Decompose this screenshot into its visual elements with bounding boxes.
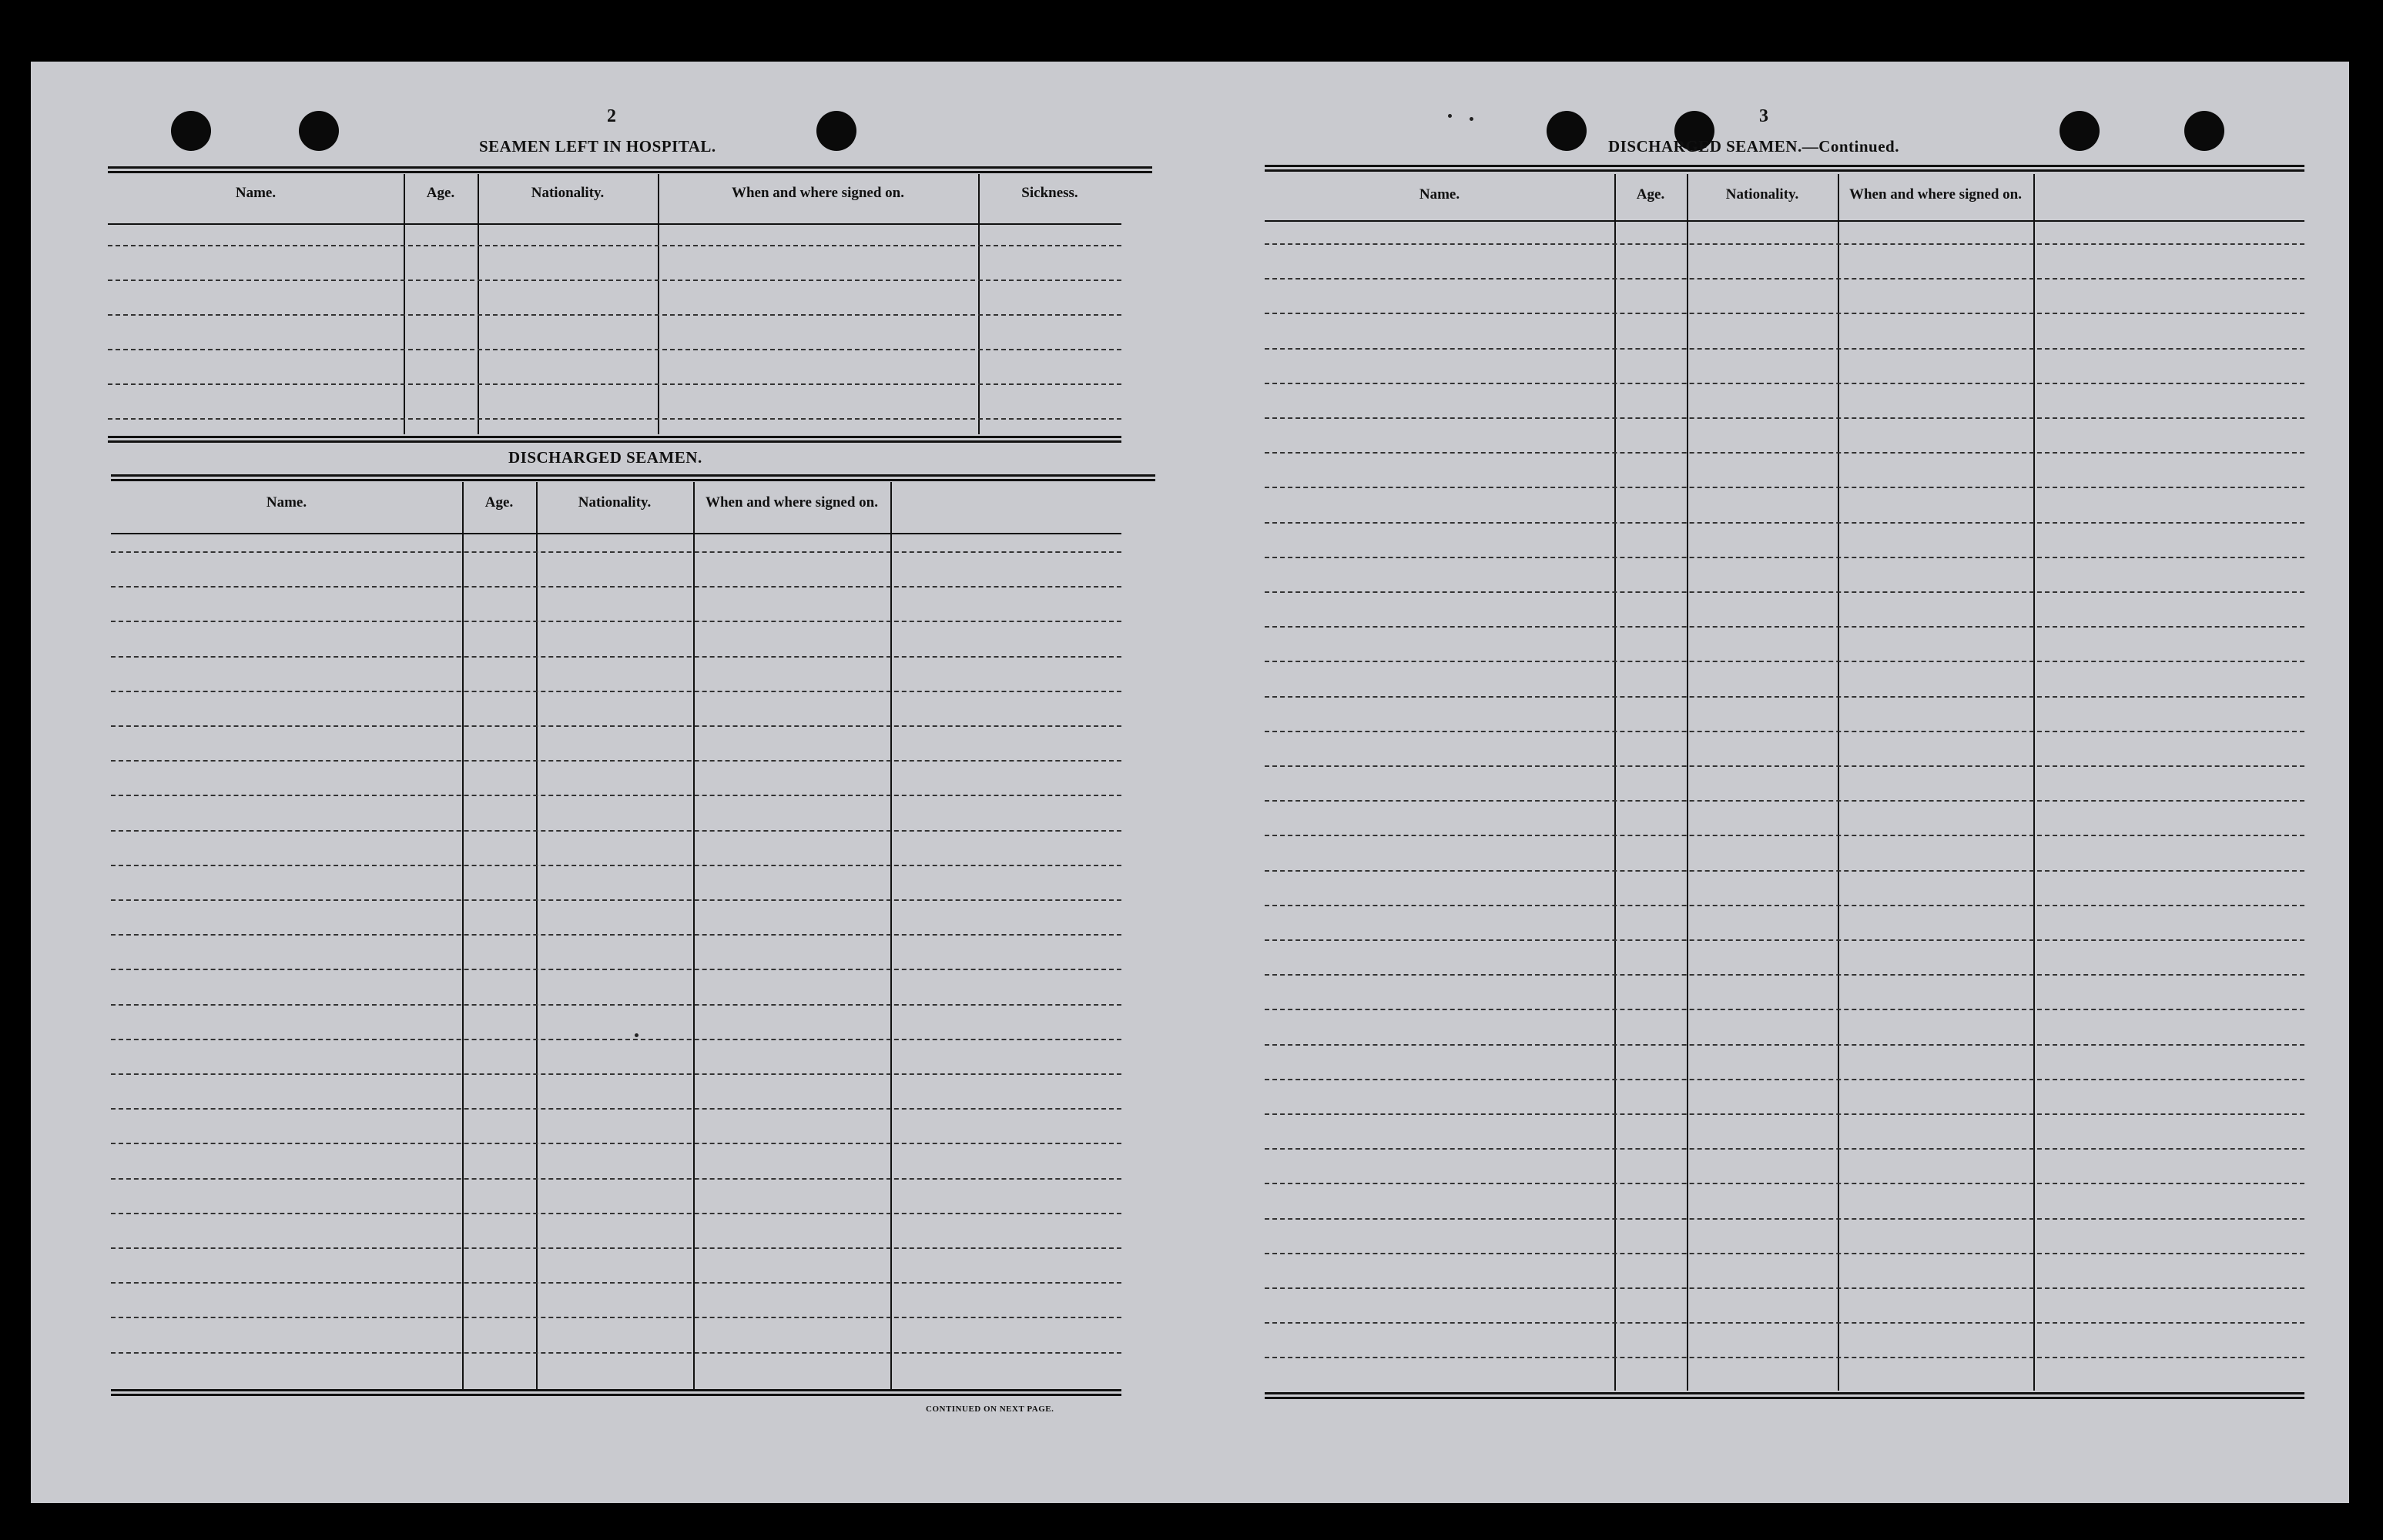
entry-row	[1265, 626, 2304, 628]
entry-row	[1265, 731, 2304, 732]
entry-row	[108, 349, 1121, 350]
entry-row	[111, 691, 1121, 692]
entry-row	[1265, 1322, 2304, 1324]
entry-row	[1265, 243, 2304, 245]
entry-row	[1265, 661, 2304, 662]
entry-row	[1265, 905, 2304, 906]
punch-hole	[1547, 111, 1587, 151]
column-divider	[693, 482, 695, 1391]
entry-row	[1265, 800, 2304, 802]
column-divider	[404, 174, 405, 434]
column-header: Sickness.	[1021, 185, 1078, 201]
column-divider	[978, 174, 980, 434]
column-divider	[890, 482, 892, 1391]
entry-row	[1265, 1357, 2304, 1358]
column-divider	[478, 174, 479, 434]
entry-row	[111, 1108, 1121, 1110]
entry-row	[111, 934, 1121, 936]
entry-row	[1265, 974, 2304, 976]
discharged-continued-title: DISCHARGED SEAMEN.—Continued.	[1608, 137, 1899, 156]
entry-row	[1265, 835, 2304, 836]
entry-row	[1265, 417, 2304, 419]
entry-row	[1265, 765, 2304, 767]
entry-row	[111, 865, 1121, 866]
entry-row	[108, 418, 1121, 420]
entry-row	[1265, 1148, 2304, 1150]
ledger-sheet	[31, 62, 2349, 1503]
entry-row	[1265, 1183, 2304, 1184]
entry-row	[1265, 383, 2304, 384]
entry-row	[1265, 591, 2304, 593]
column-header: When and where signed on.	[1848, 186, 2022, 203]
entry-row	[111, 1073, 1121, 1075]
entry-row	[111, 830, 1121, 832]
entry-row	[111, 551, 1121, 553]
entry-row	[1265, 522, 2304, 524]
discharged-section-title: DISCHARGED SEAMEN.	[508, 448, 702, 467]
column-header: Nationality.	[1725, 186, 1799, 203]
page-number: 2	[607, 106, 616, 126]
entry-row	[1265, 1044, 2304, 1046]
entry-row	[111, 621, 1121, 622]
section-rule	[111, 474, 1155, 481]
entry-row	[111, 1004, 1121, 1006]
entry-row	[1265, 557, 2304, 558]
table-bottom-rule	[1265, 1392, 2304, 1399]
punch-hole	[816, 111, 856, 151]
entry-row	[1265, 1079, 2304, 1080]
column-header: Age.	[484, 494, 514, 511]
entry-row	[1265, 1009, 2304, 1010]
entry-row	[111, 586, 1121, 588]
entry-row	[1265, 348, 2304, 350]
entry-row	[1265, 313, 2304, 314]
column-divider	[2033, 174, 2035, 1391]
header-rule	[111, 533, 1121, 534]
section-rule	[1265, 165, 2304, 172]
entry-row	[111, 656, 1121, 658]
entry-row	[111, 1039, 1121, 1040]
continued-note: CONTINUED ON NEXT PAGE.	[926, 1404, 1054, 1414]
column-header: Name.	[1419, 186, 1460, 203]
page-number: 3	[1759, 106, 1768, 126]
column-header: When and where signed on.	[705, 494, 878, 511]
punch-hole	[171, 111, 211, 151]
entry-row	[1265, 1113, 2304, 1115]
column-divider	[536, 482, 538, 1391]
column-header: Name.	[235, 185, 277, 201]
column-header: Age.	[426, 185, 455, 201]
entry-row	[1265, 939, 2304, 941]
column-divider	[1838, 174, 1839, 1391]
entry-row	[108, 280, 1121, 281]
column-header: Nationality.	[578, 494, 652, 511]
punch-hole	[2184, 111, 2224, 151]
paper-speck	[1470, 117, 1473, 121]
hospital-section-title: SEAMEN LEFT IN HOSPITAL.	[479, 137, 716, 156]
entry-row	[111, 899, 1121, 901]
column-divider	[1614, 174, 1616, 1391]
entry-row	[1265, 870, 2304, 872]
column-divider	[658, 174, 659, 434]
punch-hole	[299, 111, 339, 151]
entry-row	[1265, 1218, 2304, 1220]
entry-row	[1265, 696, 2304, 698]
column-header: Age.	[1636, 186, 1665, 203]
header-rule	[108, 223, 1121, 225]
column-header: Name.	[266, 494, 307, 511]
entry-row	[111, 1247, 1121, 1249]
entry-row	[1265, 1253, 2304, 1254]
entry-row	[111, 725, 1121, 727]
entry-row	[111, 760, 1121, 762]
paper-speck	[1448, 114, 1452, 118]
entry-row	[1265, 452, 2304, 454]
entry-row	[111, 1317, 1121, 1318]
column-header: When and where signed on.	[731, 185, 904, 201]
paper-speck	[635, 1033, 638, 1037]
entry-row	[1265, 487, 2304, 488]
entry-row	[111, 1178, 1121, 1180]
table-bottom-rule	[111, 1389, 1121, 1396]
header-rule	[1265, 220, 2304, 222]
column-divider	[462, 482, 464, 1391]
entry-row	[111, 1213, 1121, 1214]
entry-row	[111, 1352, 1121, 1354]
entry-row	[111, 1282, 1121, 1284]
section-rule	[108, 166, 1152, 173]
table-bottom-rule	[108, 436, 1121, 443]
entry-row	[108, 314, 1121, 316]
entry-row	[108, 245, 1121, 246]
entry-row	[1265, 1287, 2304, 1289]
punch-hole	[2060, 111, 2100, 151]
entry-row	[108, 383, 1121, 385]
entry-row	[111, 795, 1121, 796]
column-divider	[1687, 174, 1688, 1391]
entry-row	[111, 1143, 1121, 1144]
column-header: Nationality.	[531, 185, 605, 201]
entry-row	[1265, 278, 2304, 280]
entry-row	[111, 969, 1121, 970]
